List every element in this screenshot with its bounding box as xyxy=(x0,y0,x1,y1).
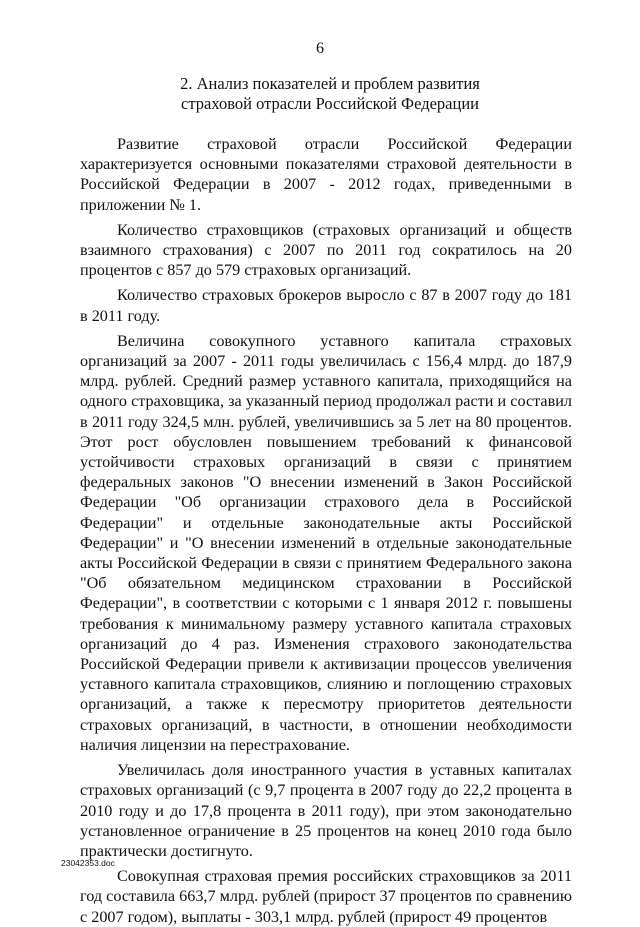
footer-filename: 23042353.doc xyxy=(61,858,115,868)
section-title xyxy=(80,74,580,114)
page-number: 6 xyxy=(316,40,324,57)
paragraph-1: Развитие страховой отрасли Российской Федерации характеризуется основными показателями страховой деятельности в Российской Федерации в 2007 - 2012 годах, приведенными в приложении № 1. xyxy=(80,135,572,214)
section-title-line-1: 2. Анализ показателей и проблем развития xyxy=(180,74,480,93)
body-text xyxy=(80,134,572,927)
paragraph-5: Увеличилась доля иностранного участия в уставных капиталах страховых организаций (с 9,7 процента в 2007 году до 22,2 процента в 2010 году и до 17,8 процента в 2011 году), при этом законодательно установленное ограничение в 25 процентов на конец 2010 года было практически достигнуто. xyxy=(80,761,572,860)
paragraph-3: Количество страховых брокеров выросло с 87 в 2007 году до 181 в 2011 году. xyxy=(80,286,572,325)
paragraph-2: Количество страховщиков (страховых организаций и обществ взаимного страхования) с 2007 по 2011 год сократилось на 20 процентов с 857 до 579 страховых организаций. xyxy=(80,220,572,280)
paragraph-4: Величина совокупного уставного капитала страховых организаций за 2007 - 2011 годы увеличилась с 156,4 млрд. до 187,9 млрд. рублей. Средний размер уставного капитала, приходящийся на одного страховщика, за указанный период продолжал расти и составил в 2011 году 324,5 млн. рублей, увеличившись за 5 лет на 80 процентов. Этот рост обусловлен повышением требований к финансовой устойчивости страховых организаций в связи с принятием федеральных законов "О внесении изменений в Закон Российской Федерации "Об организации страхового дела в Российской Федерации" и отдельные законодательные акты Российской Федерации" и "О внесении изменений в отдельные законодательные акты Российской Федерации в связи с принятием Федерального закона "Об обязательном медицинском страховании в Российской Федерации", в соответствии с которыми с 1 января 2012 г. повышены требования к минимальному размеру уставного капитала страховых организаций до 4 раз. Изменения страхового законодательства Российской Федерации привели к активизации процессов увеличения уставного капитала страховщиков, слиянию и поглощению страховых организаций, а также к пересмотру приоритетов деятельности страховых организаций, в частности, в отношении необходимости наличия лицензии на перестрахование. xyxy=(80,331,572,754)
paragraph-6: Совокупная страховая премия российских страховщиков за 2011 год составила 663,7 млрд. рублей (прирост 37 процентов по сравнению с 2007 годом), выплаты - 303,1 млрд. рублей (прирост 49 процентов xyxy=(80,867,572,926)
section-title-line-2: страховой отрасли Российской Федерации xyxy=(181,94,479,113)
